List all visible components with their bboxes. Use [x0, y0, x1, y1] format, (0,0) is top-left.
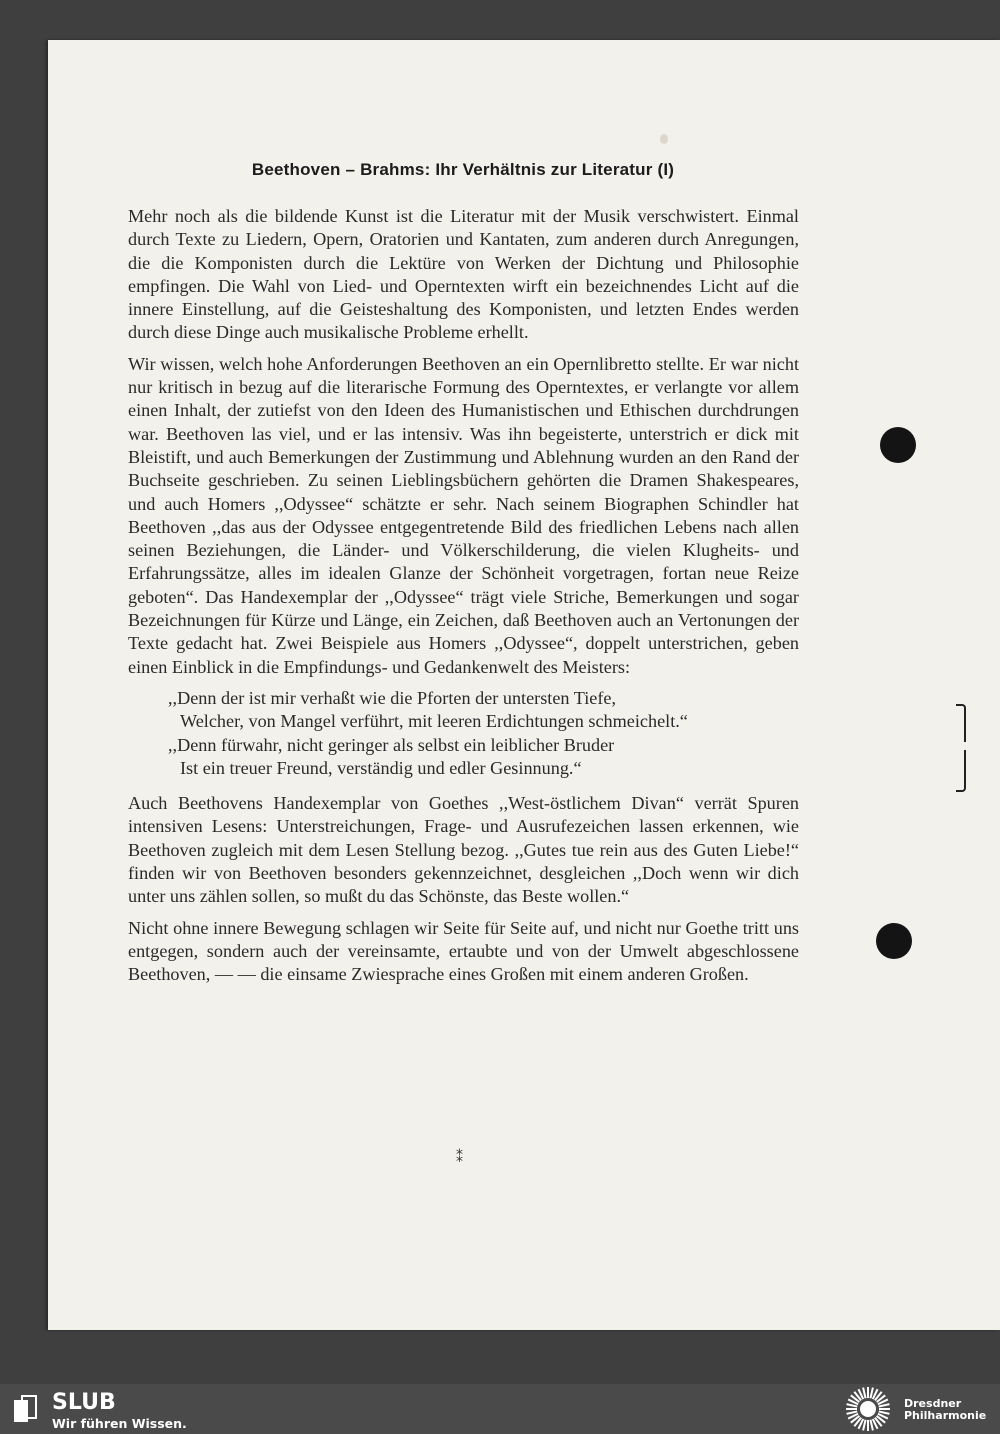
article-body	[128, 205, 799, 987]
quote-line: Welcher, von Mangel verführt, mit leeren Erdichtungen schmeichelt.“	[180, 711, 688, 732]
homer-quote	[168, 687, 799, 780]
sunburst-ray	[847, 1411, 858, 1413]
sunburst-ray	[863, 1420, 865, 1431]
punch-hole-bottom	[876, 923, 912, 959]
quote-line: ,,Denn der ist mir verhaßt wie die Pforten der untersten Tiefe,	[168, 687, 617, 708]
sunburst-logo-icon[interactable]	[842, 1384, 894, 1434]
sunburst-ray	[879, 1404, 890, 1406]
sunburst-ray	[870, 1388, 872, 1399]
partner-name[interactable]	[904, 1398, 986, 1422]
paragraph-intro: Mehr noch als die bildende Kunst ist die Literatur mit der Musik verschwistert. Einmal durch Texte zu Liedern, Opern, Oratorien und Kantaten, zum anderen durch Anregungen, die die Komponisten durch die Lektüre von Werken der Dichtung und Philosophie empfingen. Die Wahl von Lied- und Operntexten wirft ein bezeichnendes Licht auf die innere Einstellung, auf die Geisteshaltung des Komponisten, und letzten Endes werden durch diese Dinge auch musikalische Probleme erhellt.	[128, 206, 799, 343]
paragraph-divan: Auch Beethovens Handexemplar von Goethes ,,West-östlichem Divan“ verrät Spuren intensiven Lesens: Unterstreichungen, Frage- und Ausrufezeichen lassen erkennen, wie Beethoven zugleich mit dem Lesen Stellung bezog. ,,Gutes tue rein aus des Guten Liebe!“ finden wir von Beethoven besonders gekennzeichnet, desgleichen ,,Doch wenn wir dich unter uns zählen sollen, so mußt du das Schönste, das Beste wollen.“	[128, 793, 799, 907]
sunburst-ray	[879, 1411, 890, 1413]
sunburst-core	[860, 1401, 876, 1417]
footer-bar	[0, 1384, 1000, 1434]
sunburst-ray	[847, 1404, 858, 1406]
margin-mark-upper	[956, 704, 966, 742]
page-title: Beethoven – Brahms: Ihr Verhältnis zur Literatur (I)	[251, 160, 675, 179]
slub-tagline: Wir führen Wissen.	[52, 1416, 187, 1431]
slub-logo-text[interactable]: SLUB	[52, 1390, 116, 1415]
partner-name-line1: Dresdner	[904, 1397, 962, 1410]
quote-line: ,,Denn fürwahr, nicht geringer als selbst ein leiblicher Bruder	[168, 734, 615, 755]
partner-name-line2: Philharmonie	[904, 1409, 987, 1422]
paragraph-closing: Nicht ohne innere Bewegung schlagen wir Seite für Seite auf, und nicht nur Goethe tritt uns entgegen, sondern auch der vereinsamte, ertaubte und von der Umwelt abgeschlossene Beethoven, — — die einsame Zwiesprache eines Großen mit einem anderen Großen.	[128, 917, 799, 985]
punch-hole-top	[880, 427, 916, 463]
margin-mark-lower	[956, 750, 966, 792]
quote-line: Ist ein treuer Freund, verständig und edler Gesinnung.“	[180, 757, 582, 778]
sunburst-ray	[870, 1420, 872, 1431]
end-ornament: ⁑	[456, 1150, 463, 1166]
sunburst-ray	[863, 1388, 865, 1399]
paragraph-odyssey: Wir wissen, welch hohe Anforderungen Beethoven an ein Opernlibretto stellte. Er war nicht nur kritisch in bezug auf die literarische Formung des Operntextes, er verlangte vor allem einen Inhalt, der zutiefst von den Ideen des Humanistischen und Ethischen durchdrungen war. Beethoven las viel, und er las intensiv. Was ihn begeisterte, unterstrich er dick mit Bleistift, und auch Bemerkungen der Zustimmung und Ablehnung wurden an den Rand der Buchseite geschrieben. Zu seinen Lieblingsbüchern gehörten die Dramen Shakespeares, und auch Homers ,,Odyssee“ schätzte er sehr. Nach seinem Biographen Schindler hat Beethoven ,,das aus der Odyssee entgegentretende Bild des friedlichen Lebens nach allen seinen Beziehungen, die Länder- und Völkerschilderung, die vielen Klugheits- und Erfahrungssätze, alles im idealen Glanze der Schönheit vorgetragen, fortan neue Reize geboten“. Das Handexemplar der ,,Odyssee“ trägt viele Striche, Bemerkungen und sogar Bezeichnungen für Kürze und Länge, ein Zeichen, daß Beethoven auch an Vertonungen der Texte gedacht hat. Zwei Beispiele aus Homers ,,Odyssee“, doppelt unterstrichen, geben einen Einblick in die Empfindungs- und Gedankenwelt des Meisters:	[128, 353, 799, 677]
paper-stain	[660, 134, 668, 144]
book-stack-icon	[12, 1394, 40, 1424]
